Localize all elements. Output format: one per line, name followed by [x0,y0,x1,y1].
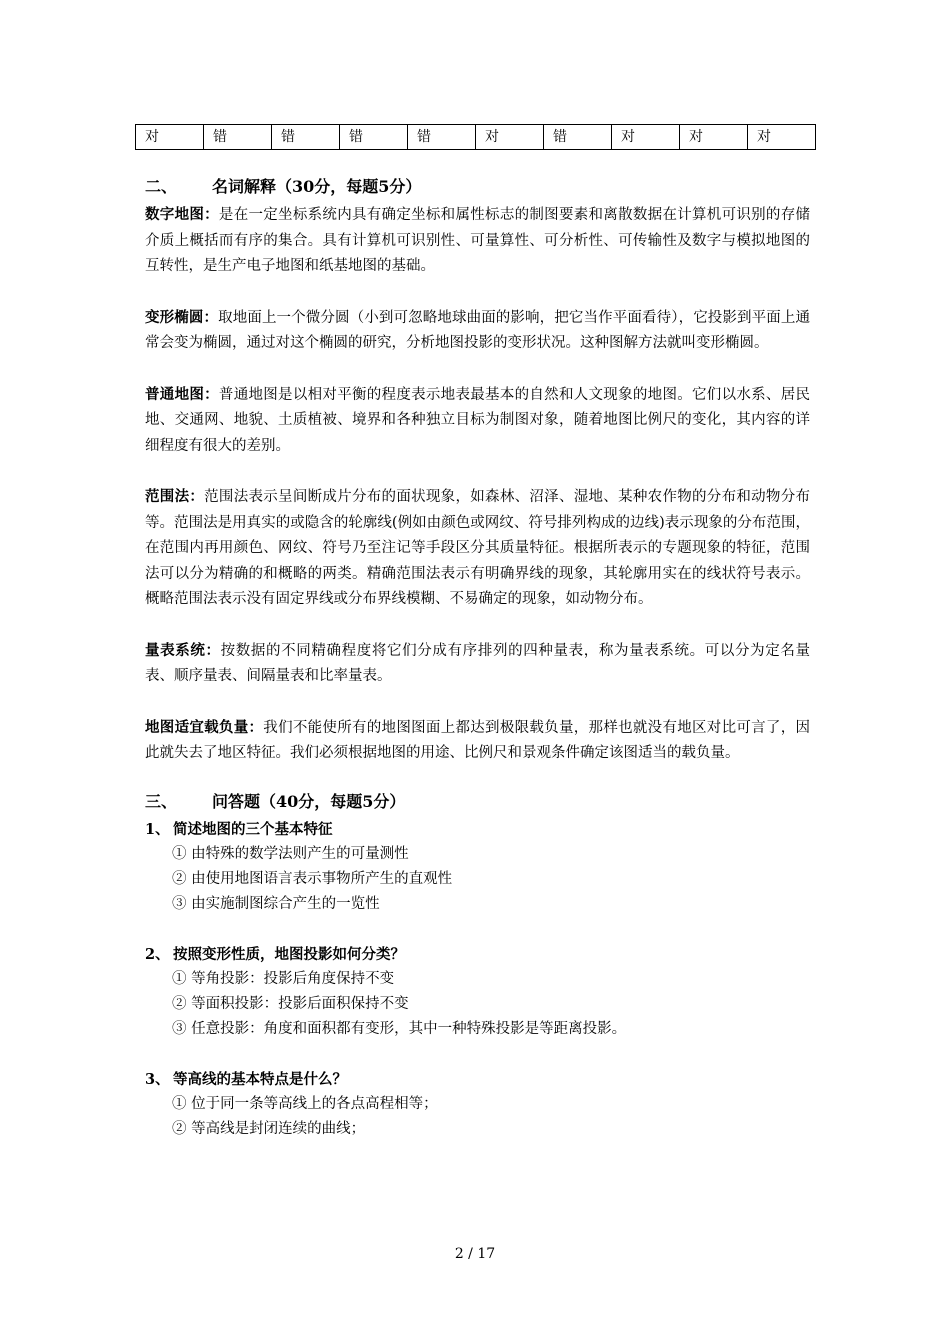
answer-cell: 对 [136,125,204,150]
definition-term: 范围法： [145,488,205,505]
definition-term: 普通地图： [145,385,219,403]
question-text: 简述地图的三个基本特征 [173,820,333,838]
definition-text: 范围法表示呈间断成片分布的面状现象，如森林、沼泽、湿地、某种农作物的分布和动物分布等。范围法是用真实的或隐含的轮廓线(例如由颜色或网纹、符号排列构成的边线)表示现象的分布范围，在范围内再用颜色、网纹、符号乃至注记等手段区分其质量特征。根据所表示的专题现象的特征，范围法可以分为精确的和概略的两类。精确范围法表示有明确界线的现象，其轮廓用实在的线状符号表示。概略范围法表示没有固定界线或分布界线模糊、不易确定的现象，如动物分布。 [145,489,811,607]
answer-cell: 错 [340,125,408,150]
definition-term: 变形椭圆： [145,308,219,326]
definition-term: 数字地图： [145,206,219,223]
question-title [145,1067,810,1092]
answer-cell: 对 [748,125,816,150]
definition-term: 量表系统： [145,641,221,659]
definition-paragraph [145,202,810,280]
definition-paragraph [145,305,810,357]
answer-item: ① 位于同一条等高线上的各点高程相等； [172,1095,438,1112]
page-number: 2 / 17 [454,1246,496,1262]
answer-row [136,125,816,150]
answer-cell: 对 [612,125,680,150]
answer-cell: 对 [476,125,544,150]
answer-cell: 对 [680,125,748,150]
definition-term: 地图适宜载负量： [145,718,264,736]
section-number: 三、 [145,791,178,811]
definition-paragraph [145,638,810,690]
section-title: 问答题（40分，每题5分） [212,791,406,811]
question-text: 等高线的基本特点是什么？ [173,1070,347,1088]
question-text: 按照变形性质，地图投影如何分类？ [173,945,405,963]
section-heading-terms [145,172,810,202]
section-title: 名词解释（30分，每题5分） [212,177,422,196]
section-number: 二、 [145,177,178,196]
definition-paragraph [145,484,810,613]
question-number: 3、 [145,1070,170,1088]
answer-item: ③ 任意投影：角度和面积都有变形，其中一种特殊投影是等距离投影。 [172,1020,627,1037]
definition-text: 取地面上一个微分圆（小到可忽略地球曲面的影响，把它当作平面看待），它投影到平面上通常会变为椭圆，通过对这个椭圆的研究，分析地图投影的变形状况。这种图解方法就叫变形椭圆。 [145,309,811,351]
answer-item: ② 等面积投影：投影后面积保持不变 [172,995,409,1012]
question-title [145,942,810,967]
question-number: 1、 [145,820,170,838]
answer-item: ① 由特殊的数学法则产生的可量测性 [172,845,409,862]
definition-paragraph [145,715,810,767]
answer-item: ① 等角投影：投影后角度保持不变 [172,970,395,987]
main-content [145,172,810,1142]
answer-cell: 错 [272,125,340,150]
answer-table [135,124,816,150]
definition-paragraph [145,382,810,460]
answer-cell: 错 [544,125,612,150]
answer-cell: 错 [408,125,476,150]
answer-cell: 错 [204,125,272,150]
definition-text: 按数据的不同精确程度将它们分成有序排列的四种量表，称为量表系统。可以分为定名量表、顺序量表、间隔量表和比率量表。 [145,642,810,684]
answer-item: ③ 由实施制图综合产生的一览性 [172,895,380,912]
answer-item: ② 等高线是封闭连续的曲线； [172,1120,366,1137]
question-number: 2、 [145,945,170,963]
definition-text: 普通地图是以相对平衡的程度表示地表最基本的自然和人文现象的地图。它们以水系、居民地、交通网、地貌、土质植被、境界和各种独立目标为制图对象，随着地图比例尺的变化，其内容的详细程度有很大的差别。 [145,386,810,454]
answer-item: ② 由使用地图语言表示事物所产生的直观性 [172,870,453,887]
section-heading-questions [145,787,810,817]
question-title [145,817,810,842]
definition-text: 我们不能使所有的地图图面上都达到极限载负量，那样也就没有地区对比可言了，因此就失去了地区特征。我们必须根据地图的用途、比例尺和景观条件确定该图适当的载负量。 [145,719,811,761]
definition-text: 是在一定坐标系统内具有确定坐标和属性标志的制图要素和离散数据在计算机可识别的存储介质上概括而有序的集合。具有计算机可识别性、可量算性、可分析性、可传输性及数字与模拟地图的互转性，是生产电子地图和纸基地图的基础。 [145,207,810,274]
